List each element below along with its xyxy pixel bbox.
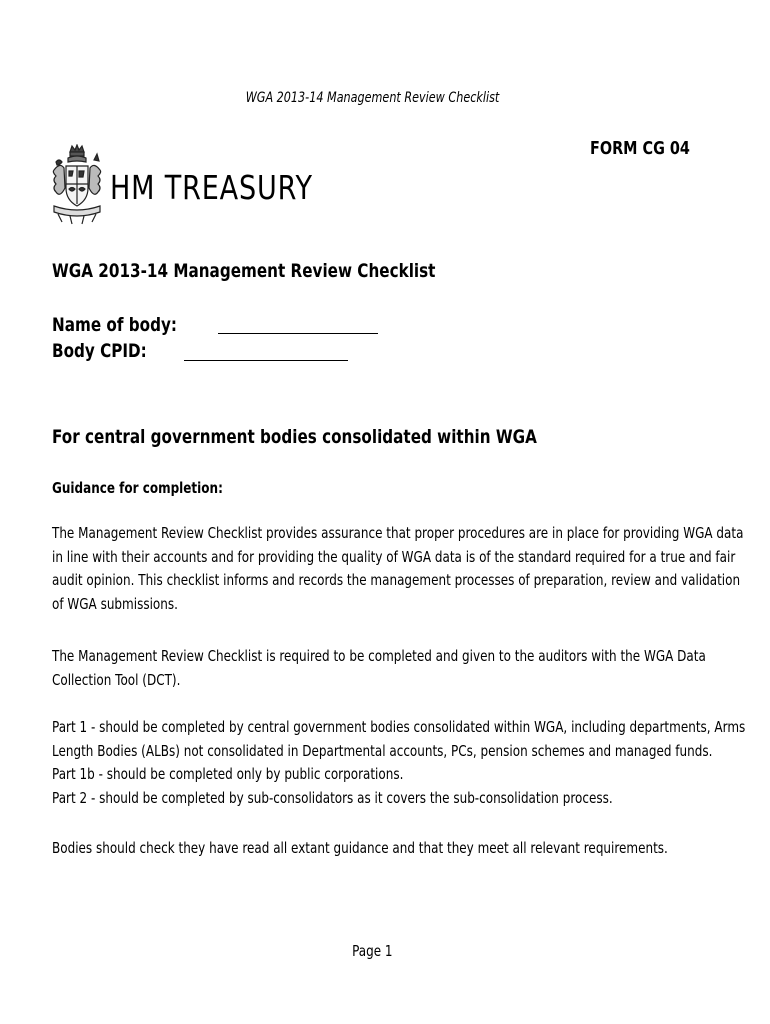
paragraph-line: Bodies should check they have read all extant guidance and that they meet all relevant requirements. bbox=[52, 839, 668, 857]
document-title bbox=[52, 258, 531, 284]
paragraph-line: Part 1 - should be completed by central government bodies consolidated within WGA, including departments, Arms bbox=[52, 718, 746, 736]
page-footer bbox=[0, 940, 744, 962]
body-cpid-label-text: Body CPID: bbox=[52, 340, 147, 362]
org-name: HM TREASURY bbox=[110, 168, 313, 207]
name-of-body-label-text: Name of body: bbox=[52, 314, 177, 336]
name-of-body-label bbox=[52, 312, 208, 338]
hm-treasury-logo-text bbox=[110, 168, 357, 208]
document-title-text: WGA 2013-14 Management Review Checklist bbox=[52, 260, 436, 282]
paragraph-line: Collection Tool (DCT). bbox=[52, 670, 181, 689]
name-of-body-field[interactable] bbox=[218, 333, 378, 334]
form-code-text: FORM CG 04 bbox=[590, 138, 690, 159]
page-number: Page 1 bbox=[351, 942, 393, 960]
running-header bbox=[0, 88, 744, 108]
paragraph-purpose bbox=[52, 522, 770, 616]
paragraph-line: in line with their accounts and for providing the quality of WGA data is of the standard required for a true and fair bbox=[52, 547, 736, 566]
form-code bbox=[565, 138, 690, 160]
paragraph-line: The Management Review Checklist provides assurance that proper procedures are in place for providing WGA data bbox=[52, 524, 744, 542]
royal-crest-icon bbox=[50, 144, 104, 226]
section-heading bbox=[52, 424, 658, 450]
running-header-title: WGA 2013-14 Management Review Checklist bbox=[245, 90, 499, 106]
guidance-heading-text: Guidance for completion: bbox=[52, 479, 223, 497]
paragraph-line: Part 2 - should be completed by sub-consolidators as it covers the sub-consolidation process. bbox=[52, 788, 613, 807]
paragraph-line: Length Bodies (ALBs) not consolidated in Departmental accounts, PCs, pension schemes and managed funds. bbox=[52, 741, 713, 760]
paragraph-parts bbox=[52, 716, 770, 810]
body-cpid-label bbox=[52, 338, 170, 364]
body-cpid-field[interactable] bbox=[184, 360, 348, 361]
paragraph-line: of WGA submissions. bbox=[52, 594, 178, 613]
paragraph-line: Part 1b - should be completed only by public corporations. bbox=[52, 765, 404, 783]
paragraph-check bbox=[52, 837, 770, 861]
paragraph-line: The Management Review Checklist is required to be completed and given to the auditors with the WGA Data bbox=[52, 647, 706, 665]
guidance-heading bbox=[52, 478, 266, 498]
paragraph-requirement bbox=[52, 645, 770, 692]
section-heading-text: For central government bodies consolidated within WGA bbox=[52, 426, 537, 448]
paragraph-line: audit opinion. This checklist informs and records the management processes of preparation, review and validation bbox=[52, 571, 741, 589]
